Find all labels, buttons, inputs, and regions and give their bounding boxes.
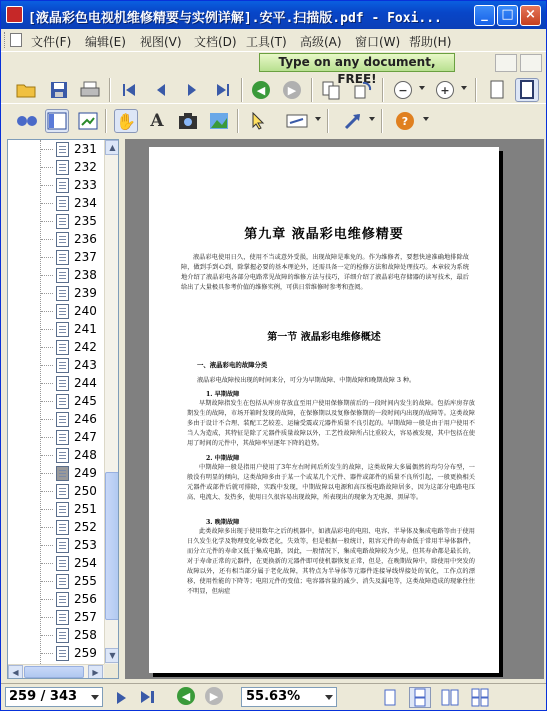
bookmark-page-icon: [56, 286, 69, 301]
page-number-field[interactable]: [5, 687, 103, 707]
tree-branch: [41, 635, 53, 636]
page-indicator: 259 / 343: [9, 689, 78, 704]
scroll-right-button[interactable]: ▶: [88, 665, 103, 679]
zoom-out-dropdown[interactable]: [419, 86, 425, 90]
scroll-left-button[interactable]: ◀: [8, 665, 23, 679]
bookmark-label: 255: [74, 574, 97, 588]
toolbar-separator: [105, 109, 107, 133]
bookmark-label: 239: [74, 286, 97, 300]
heading-fault-types: 一、液晶彩电的故障分类: [197, 361, 268, 369]
vertical-scroll-thumb[interactable]: [105, 472, 119, 620]
snapshot-icon[interactable]: [176, 109, 200, 133]
bookmark-item[interactable]: [8, 446, 104, 464]
tree-branch: [41, 419, 53, 420]
toolbar-main: [1, 73, 546, 104]
single-page-view-icon[interactable]: [379, 687, 401, 708]
bookmark-item[interactable]: [8, 410, 104, 428]
menu-tools[interactable]: 工具(T): [246, 35, 287, 49]
menu-window[interactable]: 窗口(W): [355, 35, 401, 49]
bookmark-page-icon: [56, 196, 69, 211]
bookmark-item[interactable]: [8, 230, 104, 248]
tree-branch: [41, 455, 53, 456]
back-icon[interactable]: ◀: [249, 78, 273, 102]
tree-branch: [41, 185, 53, 186]
bookmark-item[interactable]: [8, 500, 104, 518]
bookmark-label: 259: [74, 646, 97, 660]
bookmark-item[interactable]: [8, 482, 104, 500]
arrow-dropdown[interactable]: [369, 117, 375, 121]
bookmark-page-icon: [56, 430, 69, 445]
early-fault-paragraph: 早期故障指发生在包括从库房存放直至用户使用保修期前后的一段时间内发生的故障。包括库房存放期发生的故障，市场开箱时发现的故障，在保修期以及复修保修期的一段时间内出现的故障等。这类故障多由于设计不合理、装配工艺较差、运输受震或元器件质量不良引起的。早期故障一般是由于用户使用不当人为造成，其特征是除了元器件质量故障以外，工艺性故障所占比重较大，容易被发现，其中包括在使用了时间的元件中，其故障率呈逐年下降的趋势。: [187, 400, 475, 447]
bookmark-item[interactable]: [8, 176, 104, 194]
bookmark-label: 232: [74, 160, 97, 174]
last-page-icon[interactable]: [211, 78, 235, 102]
bookmark-page-icon: [56, 484, 69, 499]
bookmark-page-icon: [56, 538, 69, 553]
menu-grip[interactable]: [4, 32, 7, 48]
bookmark-tree: [8, 140, 104, 664]
scrollbar-corner: [104, 664, 119, 679]
intro-paragraph: 液晶彩电使用日久，使用不当或意外受损，出现故障是难免的。作为维修者，要想快速准确地排除故障，做到手到心到，除掌握必要的基本理论外，还需具备一定的检修方法和故障处理技巧。本章较为系统地介绍了液晶彩电各部分电路常见故障的维修方法与技巧，详细介绍了液晶彩电存储器的读写技术，最后给出了大量极具参考价值的维修实例，可供日常维修时参考和查阅。: [181, 254, 469, 291]
menu-advanced[interactable]: 高级(A): [300, 35, 342, 49]
bookmark-item[interactable]: [8, 428, 104, 446]
find-icon[interactable]: [15, 109, 39, 133]
menu-view[interactable]: 视图(V): [140, 35, 182, 49]
form-dropdown[interactable]: [315, 117, 321, 121]
toolbar-separator: [109, 78, 111, 102]
toolbar-separator: [237, 109, 239, 133]
scroll-down-button[interactable]: ▼: [105, 648, 119, 663]
tree-branch: [41, 383, 53, 384]
bookmark-label: 235: [74, 214, 97, 228]
help-dropdown[interactable]: [423, 117, 429, 121]
bookmark-item[interactable]: [8, 266, 104, 284]
bookmark-label: 258: [74, 628, 97, 642]
toolbar-separator: [311, 78, 313, 102]
bookmark-label: 237: [74, 250, 97, 264]
tree-branch: [41, 599, 53, 600]
bookmark-page-icon: [56, 178, 69, 193]
bookmark-page-icon: [56, 340, 69, 355]
toolbar-separator: [241, 78, 243, 102]
bookmark-item[interactable]: [8, 464, 104, 482]
bookmark-page-icon: [56, 448, 69, 463]
zoom-field[interactable]: [241, 687, 337, 707]
open-folder-icon[interactable]: [15, 78, 39, 102]
bookmark-label: 252: [74, 520, 97, 534]
tree-branch: [41, 329, 53, 330]
tree-branch: [41, 149, 53, 150]
bookmark-page-icon: [56, 520, 69, 535]
bookmark-page-icon: [56, 502, 69, 517]
arrow-annotation-icon[interactable]: [341, 109, 365, 133]
document-view[interactable]: [125, 139, 544, 679]
forward-icon[interactable]: ▶: [280, 78, 304, 102]
thumbnails-icon[interactable]: [76, 109, 100, 133]
bookmark-horizontal-scrollbar[interactable]: [8, 664, 104, 679]
tree-branch: [41, 293, 53, 294]
zoom-dropdown-icon[interactable]: [325, 695, 333, 700]
page-dropdown-icon[interactable]: [91, 695, 99, 700]
tree-branch: [41, 311, 53, 312]
bookmark-label: 241: [74, 322, 97, 336]
menu-edit[interactable]: 编辑(E): [85, 35, 126, 49]
close-doc-button[interactable]: [520, 54, 542, 72]
bookmark-page-icon: [56, 466, 69, 481]
first-page-icon[interactable]: [117, 78, 141, 102]
restore-doc-button[interactable]: [495, 54, 517, 72]
bookmark-label: 250: [74, 484, 97, 498]
bookmark-label: 233: [74, 178, 97, 192]
bookmark-page-icon: [56, 142, 69, 157]
bookmark-panel: [7, 139, 119, 679]
tree-branch: [41, 581, 53, 582]
bookmark-item[interactable]: [8, 212, 104, 230]
bookmark-page-icon: [56, 214, 69, 229]
bookmark-item[interactable]: [8, 644, 104, 662]
bookmark-label: 231: [74, 142, 97, 156]
foxit-app-icon: [6, 6, 23, 23]
menu-file[interactable]: 文件(F): [31, 35, 72, 49]
bookmark-page-icon: [56, 268, 69, 283]
bookmark-item[interactable]: [8, 338, 104, 356]
bookmark-page-icon: [56, 394, 69, 409]
fit-icon[interactable]: [319, 78, 343, 102]
tree-branch: [41, 275, 53, 276]
form-icon[interactable]: [285, 109, 309, 133]
bookmark-item[interactable]: [8, 320, 104, 338]
bookmark-label: 238: [74, 268, 97, 282]
maximize-button[interactable]: □: [497, 5, 518, 26]
subheading-late: 3. 晚期故障: [206, 519, 240, 526]
toolbar-separator: [381, 109, 383, 133]
bookmark-item[interactable]: [8, 194, 104, 212]
bookmark-item[interactable]: [8, 590, 104, 608]
tree-branch: [41, 473, 53, 474]
save-icon[interactable]: [47, 78, 71, 102]
bookmark-page-icon: [56, 412, 69, 427]
bookmark-item[interactable]: [8, 392, 104, 410]
fault-types-paragraph: 液晶彩电故障按出现的时间来分，可分为早期故障、中期故障和晚期故障 3 种。: [197, 377, 416, 384]
image-select-icon[interactable]: [207, 109, 231, 133]
hand-tool-icon[interactable]: ✋: [114, 109, 138, 133]
tree-branch: [41, 563, 53, 564]
bookmark-label: 253: [74, 538, 97, 552]
bookmark-label: 236: [74, 232, 97, 246]
zoom-level: 55.63%: [246, 689, 301, 704]
bookmark-label: 245: [74, 394, 97, 408]
bookmark-item[interactable]: [8, 518, 104, 536]
pointer-icon[interactable]: [246, 109, 270, 133]
bookmark-label: 256: [74, 592, 97, 606]
late-fault-paragraph: 此类故障多出现于使用数年之后的机器中，如液晶彩电的电阻、电容、半导体及集成电路等由于使用日久发生化学及物理变化导致老化，失效等，但是根据一般统计，阻容元件的寿命低于常用半导体器件，而分立元件的寿命又低于集成电路，因此，一般情况下，集成电路故障较为少见，但其寿命都是最长的，对于寿命正常的元器件，在更换新的元器件即可使机器恢复正常，但是，在晚期故障中，除使用中突发的故障以外，还有相当部分属于老化故障，其特点为半导体等元器件连接导线焊接处的氧化，工作点的漂移，使用性能的下降等；电阻元件的变值；电容器容量的减少、消失及漏电等，这类故障造成的现象往往不明显，但病症: [187, 528, 475, 595]
continuous-page-icon[interactable]: [515, 78, 539, 102]
bookmark-page-icon: [56, 646, 69, 661]
bookmark-page-icon: [56, 574, 69, 589]
section-title: 第一节 液晶彩电维修概述: [267, 332, 381, 343]
tree-branch: [41, 365, 53, 366]
bookmark-item[interactable]: [8, 626, 104, 644]
toolbar-secondary: [1, 103, 546, 137]
tree-branch: [41, 401, 53, 402]
continuous-view-icon[interactable]: [409, 687, 431, 708]
print-icon[interactable]: [78, 78, 102, 102]
bookmark-item[interactable]: [8, 248, 104, 266]
toolbar-separator: [475, 78, 477, 102]
bookmark-page-icon: [56, 592, 69, 607]
tree-branch: [41, 347, 53, 348]
tree-branch: [41, 221, 53, 222]
bookmark-item[interactable]: [8, 140, 104, 158]
status-back-icon[interactable]: ◀: [177, 687, 195, 705]
single-page-icon[interactable]: [485, 78, 509, 102]
bookmark-page-icon: [56, 610, 69, 625]
bookmark-item[interactable]: [8, 608, 104, 626]
status-forward-icon[interactable]: ▶: [205, 687, 223, 705]
toolbar-separator: [382, 78, 384, 102]
bookmark-item[interactable]: [8, 302, 104, 320]
toolbar-separator: [327, 109, 329, 133]
zoom-in-dropdown[interactable]: [461, 86, 467, 90]
bookmark-page-icon: [56, 556, 69, 571]
mid-fault-paragraph: 中期故障一般是指用户使用了3年左右时间后所发生的故障，这类故障大多属偶然的均匀分布型，一般没有明显的倾向，这类故障多由于某一个或某几个元件、器件或部件的质量不良所引起，一般更换相关元器件或部件后就可排除，实践中发现，中期故障以电源和高压板电路故障居多，因为这部分电路电压高、电流大、发热多，使用日久很容易出现故障，所表现出的现象为无电源、黑屏等。: [187, 464, 475, 501]
tree-branch: [41, 257, 53, 258]
bookmark-page-icon: [56, 358, 69, 373]
horizontal-scroll-thumb[interactable]: [24, 666, 84, 678]
bookmark-item[interactable]: [8, 536, 104, 554]
bookmark-item[interactable]: [8, 356, 104, 374]
status-next-page-icon[interactable]: [117, 692, 126, 704]
bookmark-label: 240: [74, 304, 97, 318]
chapter-title: 第九章 液晶彩电维修精要: [244, 227, 404, 242]
help-icon[interactable]: ?: [393, 109, 417, 133]
title-bar: [1, 1, 546, 29]
tree-branch: [41, 653, 53, 654]
menu-help[interactable]: 帮助(H): [409, 35, 452, 49]
bookmark-label: 254: [74, 556, 97, 570]
bookmark-page-icon: [56, 322, 69, 337]
bookmark-item[interactable]: [8, 572, 104, 590]
bookmark-page-icon: [56, 304, 69, 319]
tree-branch: [41, 203, 53, 204]
toolbar-row: [1, 51, 546, 103]
previous-page-icon[interactable]: [149, 78, 173, 102]
bookmark-label: 247: [74, 430, 97, 444]
bookmark-page-icon: [56, 628, 69, 643]
close-button[interactable]: ×: [520, 5, 541, 26]
bookmark-item[interactable]: [8, 374, 104, 392]
tree-branch: [41, 437, 53, 438]
bookmark-page-icon: [56, 250, 69, 265]
zoom-out-icon[interactable]: −: [391, 78, 415, 102]
tree-branch: [41, 167, 53, 168]
bookmark-vertical-scrollbar[interactable]: [104, 140, 119, 664]
document-menu-icon[interactable]: [10, 33, 22, 47]
status-last-page-icon[interactable]: [141, 691, 150, 703]
status-bar: [1, 683, 546, 710]
bookmarks-panel-icon[interactable]: [45, 109, 69, 133]
subheading-mid: 2. 中期故障: [206, 455, 240, 462]
tree-branch: [41, 509, 53, 510]
bookmark-item[interactable]: [8, 284, 104, 302]
rotate-icon[interactable]: [351, 78, 375, 102]
tree-branch: [41, 491, 53, 492]
scroll-up-button[interactable]: ▲: [105, 140, 119, 155]
next-page-icon[interactable]: [180, 78, 204, 102]
bookmark-label: 244: [74, 376, 97, 390]
tree-branch: [41, 545, 53, 546]
zoom-in-icon[interactable]: +: [433, 78, 457, 102]
bookmark-label: 251: [74, 502, 97, 516]
menu-bar: [1, 29, 546, 51]
bookmark-label: 242: [74, 340, 97, 354]
bookmark-label: 234: [74, 196, 97, 210]
pdf-page: [149, 147, 499, 673]
bookmark-label: 248: [74, 448, 97, 462]
status-last-page-bar: [151, 691, 154, 703]
bookmark-item[interactable]: [8, 554, 104, 572]
bookmark-label: 249: [74, 466, 97, 480]
subheading-early: 1. 早期故障: [206, 391, 240, 398]
tree-branch: [41, 617, 53, 618]
bookmark-label: 243: [74, 358, 97, 372]
bookmark-page-icon: [56, 376, 69, 391]
menu-document[interactable]: 文档(D): [194, 35, 237, 49]
promo-banner[interactable]: Type on any document, FREE!: [259, 53, 455, 72]
window-title: [液晶彩色电视机维修精要与实例详解].安平.扫描版.pdf - Foxi...: [28, 11, 442, 26]
bookmark-label: 257: [74, 610, 97, 624]
bookmark-page-icon: [56, 160, 69, 175]
bookmark-item[interactable]: [8, 158, 104, 176]
text-select-icon[interactable]: A: [150, 111, 164, 131]
bookmark-page-icon: [56, 232, 69, 247]
tree-branch: [41, 239, 53, 240]
tree-branch: [41, 527, 53, 528]
bookmark-label: 246: [74, 412, 97, 426]
minimize-button[interactable]: _: [474, 5, 495, 26]
facing-view-icon[interactable]: [439, 687, 461, 708]
continuous-facing-view-icon[interactable]: [469, 687, 491, 708]
